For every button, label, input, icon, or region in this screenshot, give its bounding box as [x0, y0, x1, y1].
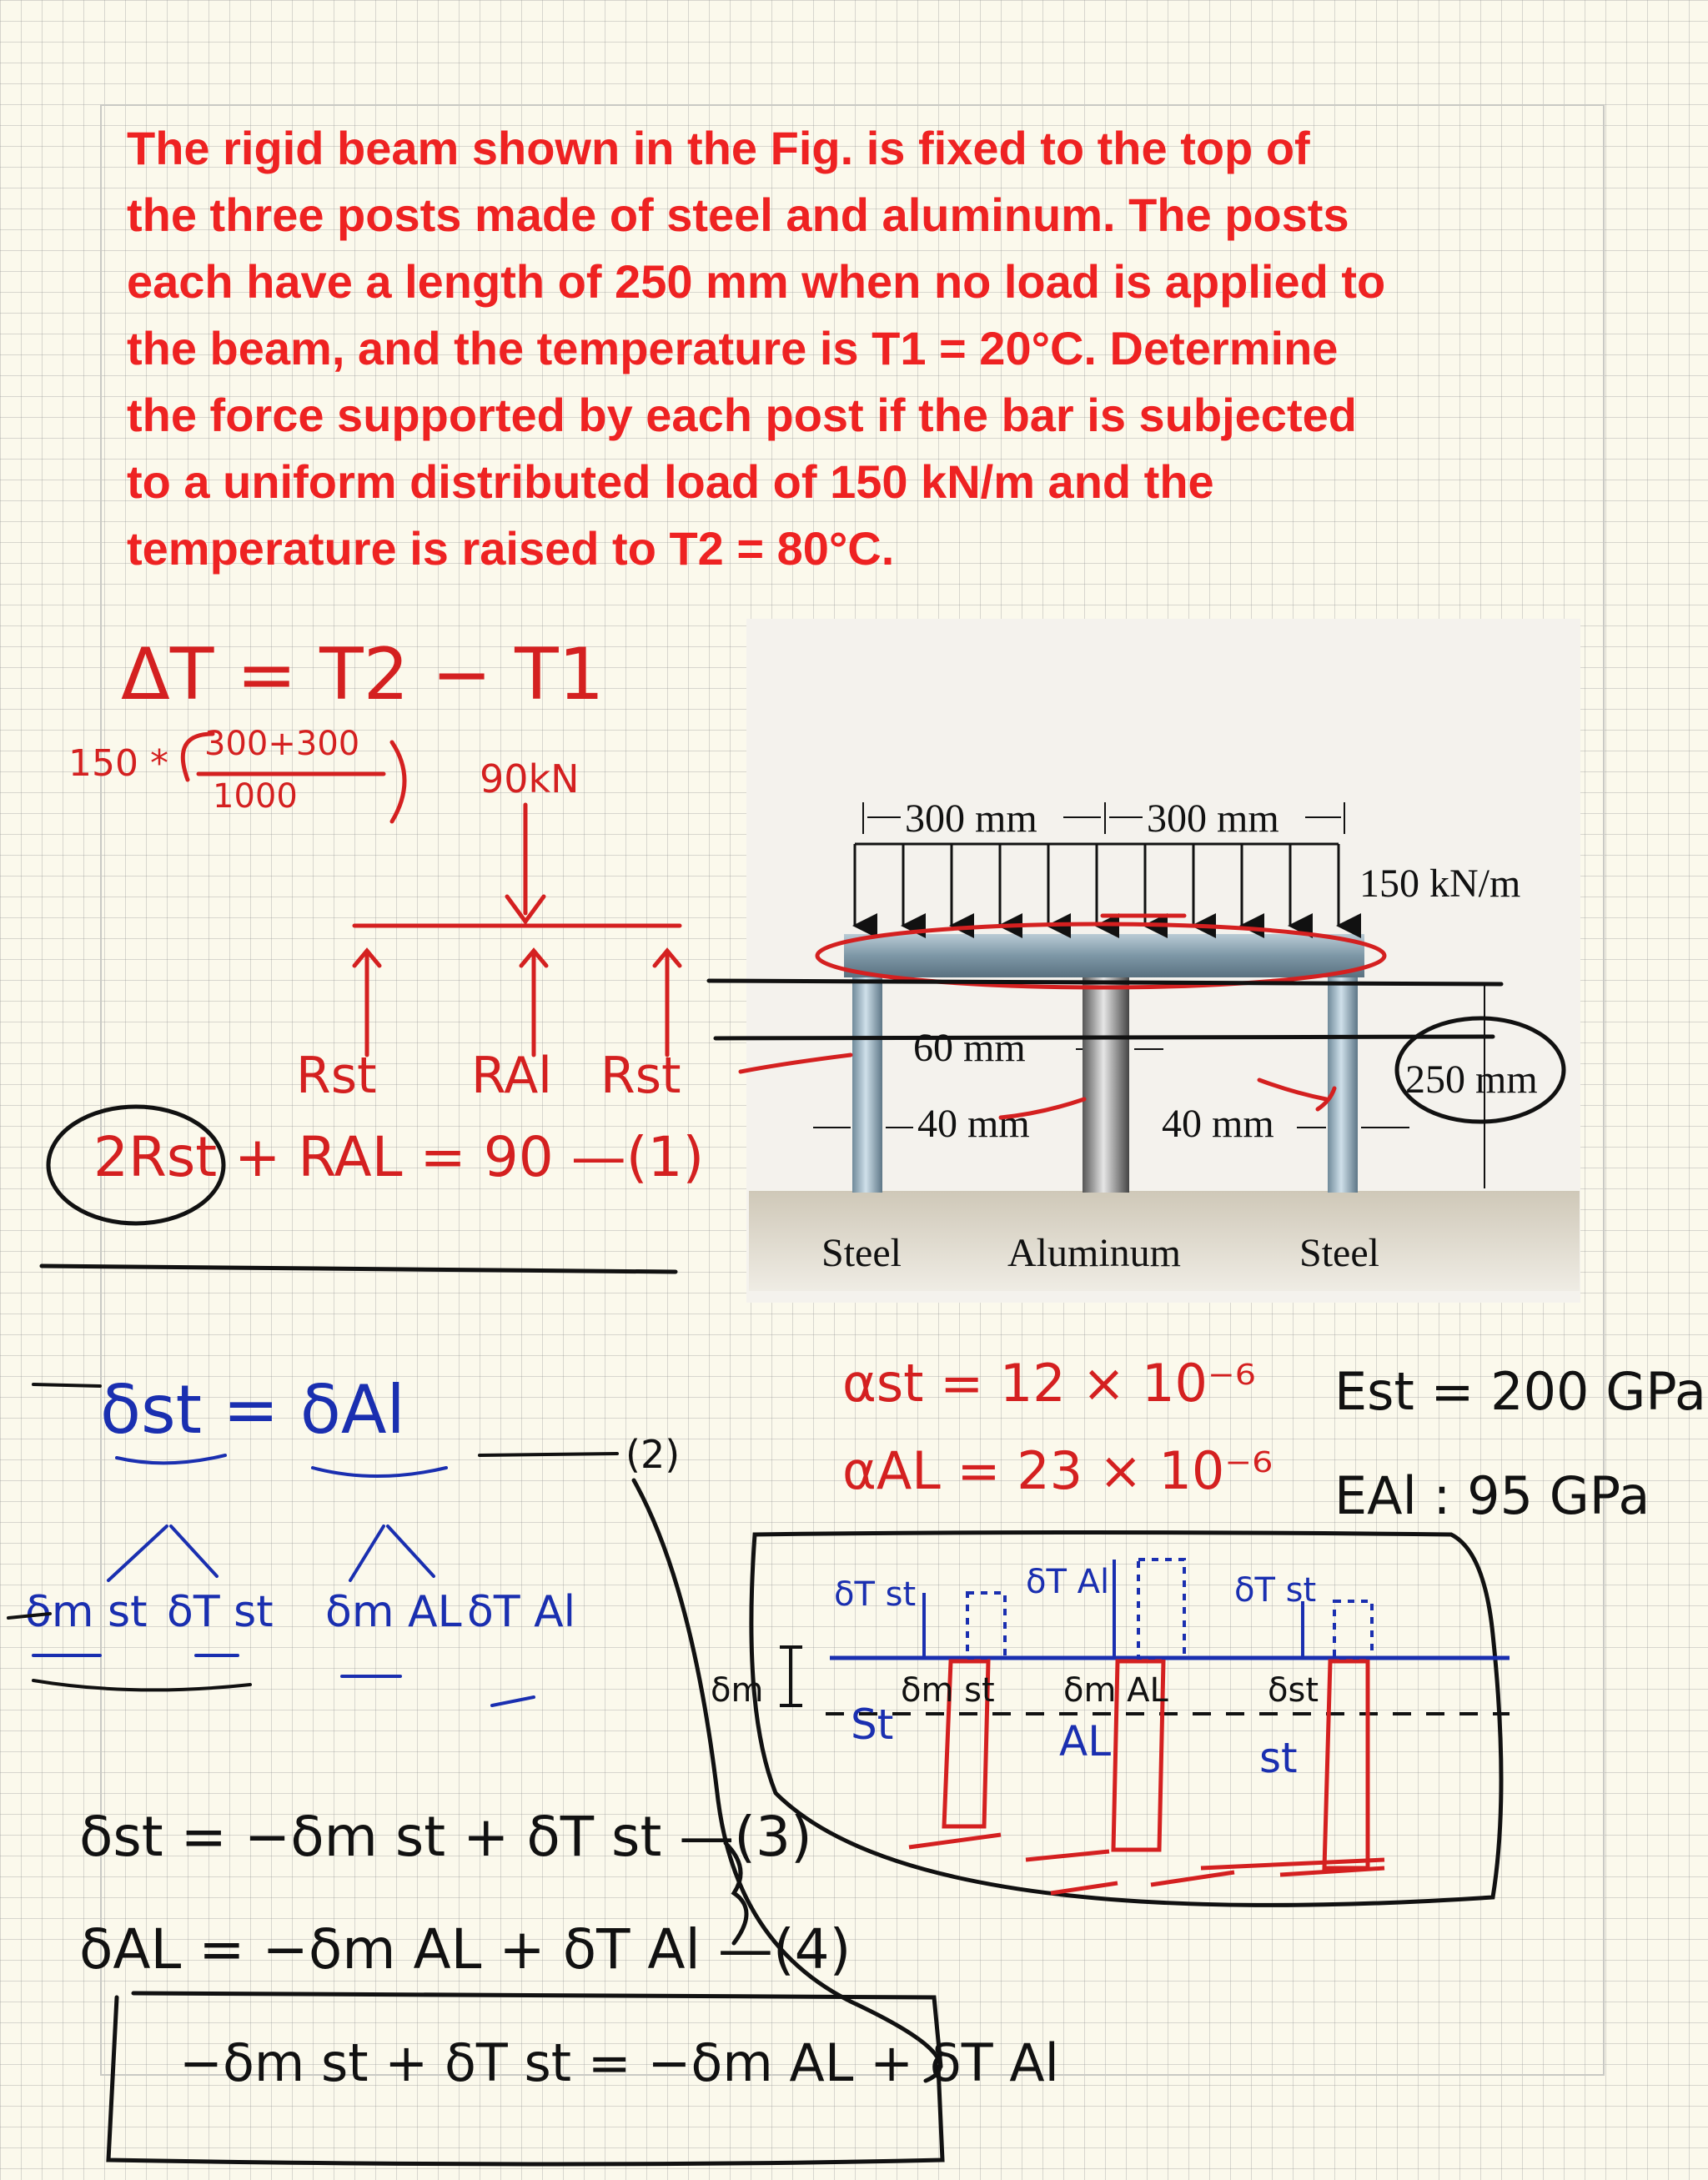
steel-post-right [1328, 977, 1358, 1193]
e-steel: Est = 200 GPa [1334, 1361, 1706, 1422]
sketch-dm-aluminum: δm AL [1063, 1671, 1168, 1710]
dim-right-label: 300 mm [1147, 796, 1279, 841]
sketch-dm-steel-left: δm st [901, 1671, 995, 1710]
problem-line: The rigid beam shown in the Fig. is fixed to the top of [127, 122, 1310, 174]
sketch-al-label: AL [1059, 1717, 1112, 1766]
blue-strokes [33, 1455, 534, 1705]
load-label: 150 kN/m [1359, 861, 1521, 906]
label-aluminum: Aluminum [1007, 1231, 1182, 1275]
equation-3: δst = −δm st + δT st —(3) [79, 1805, 812, 1869]
problem-line: the beam, and the temperature is T1 = 20°C. Determine [127, 322, 1339, 374]
dim-left-label: 300 mm [905, 796, 1037, 841]
label-steel-left: Steel [821, 1231, 902, 1275]
equation-1: 2Rst + RAL = 90 —(1) [93, 1125, 705, 1189]
sketch-dt-aluminum: δT Al [1026, 1563, 1110, 1601]
equation-4: δAL = −δm AL + δT Al —(4) [79, 1917, 851, 1982]
al-diameter-label: 60 mm [913, 1026, 1026, 1070]
aluminum-post [1083, 977, 1129, 1193]
reaction-steel-left: Rst [296, 1047, 377, 1105]
sketch-dt-steel-left: δT st [834, 1575, 917, 1614]
delta-m-steel: δm st [25, 1587, 148, 1637]
problem-line: the force supported by each post if the bar is subjected [127, 389, 1357, 441]
alpha-steel: αst = 12 × 10⁻⁶ [842, 1353, 1256, 1414]
steel-right-diameter-label: 40 mm [1162, 1102, 1274, 1146]
e-aluminum: EAl : 95 GPa [1334, 1465, 1650, 1526]
rigid-beam [844, 934, 1364, 977]
problem-line: to a uniform distributed load of 150 kN/m and the [127, 455, 1214, 508]
height-label: 250 mm [1405, 1057, 1538, 1102]
distributed-load-arrows [855, 844, 1339, 926]
beam-figure [749, 796, 1580, 1291]
problem-line: each have a length of 250 mm when no load is applied to [127, 255, 1386, 308]
steel-left-diameter-label: 40 mm [917, 1102, 1030, 1146]
delta-t-steel: δT st [167, 1587, 274, 1637]
steel-post-left [852, 977, 882, 1193]
problem-line: temperature is raised to T2 = 80°C. [127, 522, 895, 575]
equation-2-tag: (2) [625, 1432, 681, 1477]
reaction-steel-right: Rst [600, 1047, 681, 1105]
load-calc-prefix: 150 * [68, 742, 168, 785]
resultant-load: 90kN [480, 756, 580, 801]
sketch-steel-label: St [851, 1700, 894, 1749]
load-calc-numerator: 300+300 [204, 725, 360, 763]
delta-t-equation: ΔT = T2 − T1 [121, 633, 605, 716]
label-steel-right: Steel [1299, 1231, 1379, 1275]
sketch-dm-steel-right: δst [1268, 1671, 1319, 1710]
load-calc-denominator: 1000 [213, 777, 298, 816]
reaction-aluminum: RAl [471, 1047, 552, 1105]
alpha-aluminum: αAL = 23 × 10⁻⁶ [842, 1440, 1273, 1501]
deformation-sketch [711, 1533, 1510, 1906]
equation-2-lhs: δst = δAl [100, 1371, 405, 1449]
dimension-lines [813, 802, 1484, 1188]
delta-t-aluminum: δT Al [467, 1587, 576, 1637]
blue-notes [25, 1371, 575, 1637]
sketch-steel-label-right: st [1259, 1734, 1298, 1782]
equation-5: −δm st + δT st = −δm AL + δT Al [179, 2032, 1059, 2093]
delta-m-aluminum: δm AL [325, 1587, 462, 1637]
problem-line: the three posts made of steel and aluminum. The posts [127, 188, 1349, 241]
sketch-dm-label: δm [711, 1671, 764, 1710]
sketch-dt-steel-right: δT st [1234, 1571, 1317, 1610]
